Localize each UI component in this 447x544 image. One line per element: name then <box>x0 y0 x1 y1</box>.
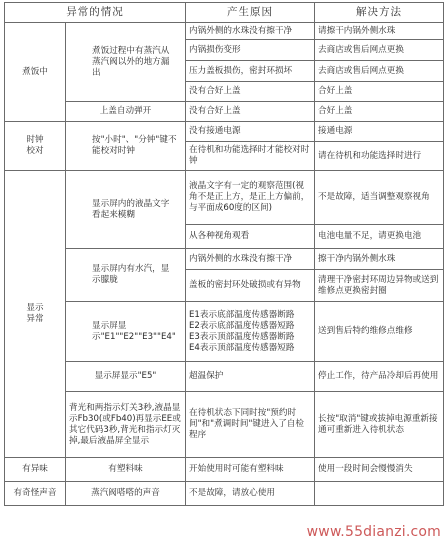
header-cause: 产生原因 <box>186 3 315 23</box>
cause-cell: 没有合好上盖 <box>186 82 315 102</box>
sub-backlight: 背光和两指示灯关3秒,液晶显示Fb30(或Fb40)再显示EE或其它代码3秒,背光和指示灯灭掉,最后液晶屏全显示 <box>66 392 186 458</box>
sub-plastic-odor: 有塑料味 <box>66 458 186 482</box>
sub-steam-leak: 煮饭过程中有蒸汽从蒸汽阀以外的地方漏出 <box>66 23 186 102</box>
header-solution: 解决方法 <box>315 3 444 23</box>
cause-cell: 在待机状态下同时按"预约时间"和"煮调时间"键进入了自检程序 <box>186 392 315 458</box>
table-row <box>5 302 444 362</box>
group-noise: 有奇怪声音 <box>5 482 66 506</box>
solution-cell: 清理干净密封环周边异物或送到维修点更换密封圈 <box>315 270 444 302</box>
cause-cell: 在待机和功能选择时才能校对时钟 <box>186 142 315 171</box>
solution-cell: 合好上盖 <box>315 102 444 122</box>
table-row <box>5 392 444 458</box>
sub-lid-pop: 上盖自动弹开 <box>66 102 186 122</box>
solution-cell: 送到售后特约维修点维修 <box>315 302 444 362</box>
solution-cell: 擦干净内锅外侧水珠 <box>315 249 444 270</box>
table-row <box>5 362 444 392</box>
solution-cell: 电池电量不足，请更换电池 <box>315 225 444 249</box>
sub-e-codes: 显示屏显示"E1""E2""E3""E4" <box>66 302 186 362</box>
sub-lcd-blur: 显示屏内的液晶文字看起来模糊 <box>66 171 186 249</box>
solution-cell: 去商店或售后网点更换 <box>315 40 444 61</box>
solution-cell: 请在待机和功能选择时进行 <box>315 142 444 171</box>
table-row <box>5 171 444 225</box>
cause-cell: 内锅外侧的水珠没有擦干净 <box>186 249 315 270</box>
table-row <box>5 458 444 482</box>
table-row <box>5 249 444 270</box>
cause-cell: 内锅外侧的水珠没有擦干净 <box>186 23 315 40</box>
sub-clock-keys: 按"小时"、"分钟"键不能校对时钟 <box>66 122 186 171</box>
site-watermark: www.55dianzi.com <box>306 524 441 540</box>
solution-cell: 合好上盖 <box>315 82 444 102</box>
table-row <box>5 482 444 506</box>
solution-cell: 使用一段时间会慢慢消失 <box>315 458 444 482</box>
cause-cell: 开始使用时可能有塑料味 <box>186 458 315 482</box>
cause-cell: 没有接通电源 <box>186 122 315 142</box>
cause-cell: 超温保护 <box>186 362 315 392</box>
cause-cell: 没有合好上盖 <box>186 102 315 122</box>
cause-cell: 盖板的密封环处破损或有异物 <box>186 270 315 302</box>
solution-cell: 不是故障，适当调整观察视角 <box>315 171 444 225</box>
troubleshooting-table <box>4 2 444 506</box>
cause-cell: 液晶文字有一定的观察范围(视角不是正上方，是正上方偏前，与平面成60度的区间) <box>186 171 315 225</box>
table-row <box>5 102 444 122</box>
cause-cell: 不是故障，请放心使用 <box>186 482 315 506</box>
cause-cell: 内锅损伤变形 <box>186 40 315 61</box>
sub-water-in-screen: 显示屏内有水汽，显示朦胧 <box>66 249 186 302</box>
sub-steam-click: 蒸汽阀嗒嗒的声音 <box>66 482 186 506</box>
solution-cell <box>315 482 444 506</box>
solution-cell: 去商店或售后网点更换 <box>315 61 444 82</box>
group-cooking: 煮饭中 <box>5 23 66 122</box>
group-display: 显示 异常 <box>5 171 66 458</box>
cause-cell: E1表示底部温度传感器断路 E2表示底部温度传感器短路 E3表示顶部温度传感器断路 E4表示顶部温度传感器短路 <box>186 302 315 362</box>
solution-cell: 长按"取消"键或拔掉电源重新接通可重新进入待机状态 <box>315 392 444 458</box>
cause-cell: 压力盖板损伤，密封环损坏 <box>186 61 315 82</box>
solution-cell: 请擦干内锅外侧水珠 <box>315 23 444 40</box>
cause-cell: 从各种视角观看 <box>186 225 315 249</box>
solution-cell: 接通电源 <box>315 122 444 142</box>
header-situation: 异常的情况 <box>5 3 186 23</box>
group-clock: 时钟 校对 <box>5 122 66 171</box>
group-odor: 有异味 <box>5 458 66 482</box>
table-row <box>5 122 444 142</box>
solution-cell: 停止工作，待产品冷却后再使用 <box>315 362 444 392</box>
header-row <box>5 3 444 23</box>
sub-e5: 显示屏显示"E5" <box>66 362 186 392</box>
table-row <box>5 23 444 40</box>
